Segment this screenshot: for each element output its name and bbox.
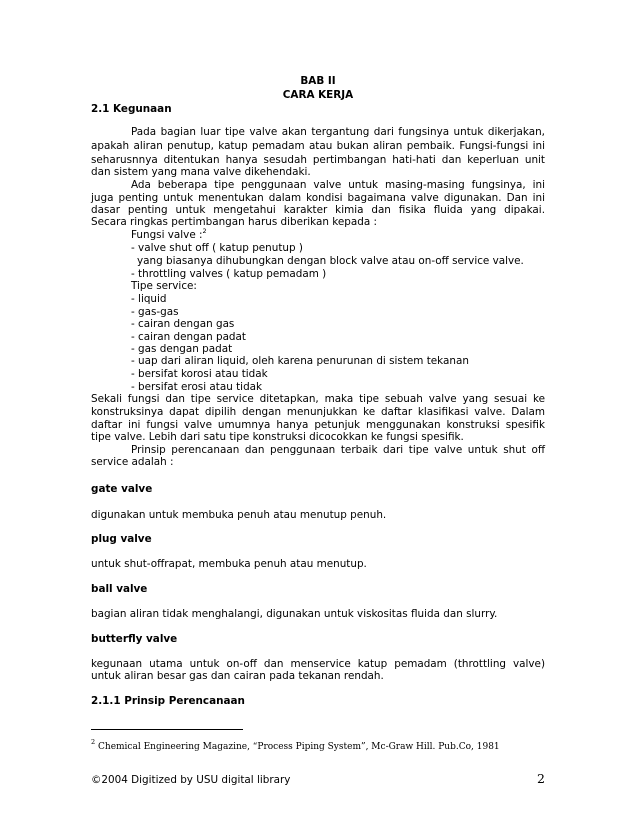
paragraph-line: dasar penting untuk mengetahui karakter kimia dan fisika fluida yang dipakai. bbox=[91, 204, 545, 216]
plug-valve-description: untuk shut-offrapat, membuka penuh atau menutup. bbox=[91, 558, 367, 570]
gate-valve-heading: gate valve bbox=[91, 483, 153, 495]
ball-valve-description: bagian aliran tidak menghalangi, digunakan untuk viskositas fluida dan slurry. bbox=[91, 608, 498, 620]
paragraph-line: juga penting untuk menentukan dalam kondisi bagaimana valve digunakan. Dan ini bbox=[91, 192, 545, 204]
fungsi-valve-text: Fungsi valve : bbox=[131, 229, 203, 241]
footer-copyright: ©2004 Digitized by USU digital library bbox=[91, 774, 291, 786]
tipe-service-label: Tipe service: bbox=[131, 280, 197, 292]
list-item: - cairan dengan gas bbox=[131, 318, 235, 330]
butterfly-valve-heading: butterfly valve bbox=[91, 633, 178, 645]
paragraph-line: Ada beberapa tipe penggunaan valve untuk masing-masing fungsinya, ini bbox=[131, 179, 545, 191]
paragraph-line: Pada bagian luar tipe valve akan tergantung dari fungsinya untuk dikerjakan, bbox=[131, 126, 545, 138]
plug-valve-heading: plug valve bbox=[91, 533, 152, 545]
paragraph-line: apakah aliran penutup, katup pemadam atau bukan aliran pembaik. Fungsi-fungsi ini bbox=[91, 140, 545, 152]
fungsi-valve-label bbox=[131, 229, 431, 242]
paragraph-line: Prinsip perencanaan dan penggunaan terbaik dari tipe valve untuk shut off bbox=[131, 444, 545, 456]
list-item: - uap dari aliran liquid, oleh karena penurunan di sistem tekanan bbox=[131, 355, 469, 367]
paragraph-line: konstruksinya dapat dipilih dengan menunjukkan ke daftar klasifikasi valve. Dalam bbox=[91, 406, 545, 418]
butterfly-valve-description: kegunaan utama untuk on-off dan menservice katup pemadam (throttling valve) bbox=[91, 658, 545, 670]
footnote-divider bbox=[91, 729, 243, 730]
list-item: - liquid bbox=[131, 293, 167, 305]
footnote-text: Chemical Engineering Magazine, “Process Piping System”, Mc-Graw Hill. Pub.Co, 1981 bbox=[98, 742, 500, 752]
butterfly-valve-description: untuk aliran besar gas dan cairan pada tekanan rendah. bbox=[91, 670, 384, 682]
section-heading: 2.1 Kegunaan bbox=[91, 103, 172, 115]
paragraph-line: Secara ringkas pertimbangan harus diberikan kepada : bbox=[91, 216, 378, 228]
chapter-title: CARA KERJA bbox=[282, 89, 354, 101]
paragraph-line: daftar ini fungsi valve umumnya hanya petunjuk menggunakan konstruksi spesifik bbox=[91, 419, 545, 431]
list-item: yang biasanya dihubungkan dengan block valve atau on-off service valve. bbox=[137, 255, 524, 267]
paragraph-line: dan sistem yang mana valve dikehendaki. bbox=[91, 166, 311, 178]
subsection-heading: 2.1.1 Prinsip Perencanaan bbox=[91, 695, 245, 707]
list-item: - valve shut off ( katup penutup ) bbox=[131, 242, 303, 254]
paragraph-line: Sekali fungsi dan tipe service ditetapkan, maka tipe sebuah valve yang sesuai ke bbox=[91, 393, 545, 405]
footnote bbox=[91, 738, 545, 753]
paragraph-line: service adalah : bbox=[91, 456, 174, 468]
paragraph-line: tipe valve. Lebih dari satu tipe konstruksi dicocokkan ke fungsi spesifik. bbox=[91, 431, 464, 443]
footnote-number: 2 bbox=[91, 738, 96, 746]
list-item: - bersifat korosi atau tidak bbox=[131, 368, 268, 380]
list-item: - cairan dengan padat bbox=[131, 331, 246, 343]
page-number: 2 bbox=[537, 771, 545, 786]
gate-valve-description: digunakan untuk membuka penuh atau menutup penuh. bbox=[91, 509, 387, 521]
footnote-reference: 2 bbox=[202, 227, 207, 235]
list-item: - gas-gas bbox=[131, 306, 179, 318]
list-item: - bersifat erosi atau tidak bbox=[131, 381, 263, 393]
list-item: - throttling valves ( katup pemadam ) bbox=[131, 268, 327, 280]
list-item: - gas dengan padat bbox=[131, 343, 233, 355]
chapter-number: BAB II bbox=[300, 75, 336, 87]
paragraph-line: seharusnnya ditentukan hanya sesudah pertimbangan hati-hati dan keperluan unit bbox=[91, 154, 545, 166]
ball-valve-heading: ball valve bbox=[91, 583, 148, 595]
